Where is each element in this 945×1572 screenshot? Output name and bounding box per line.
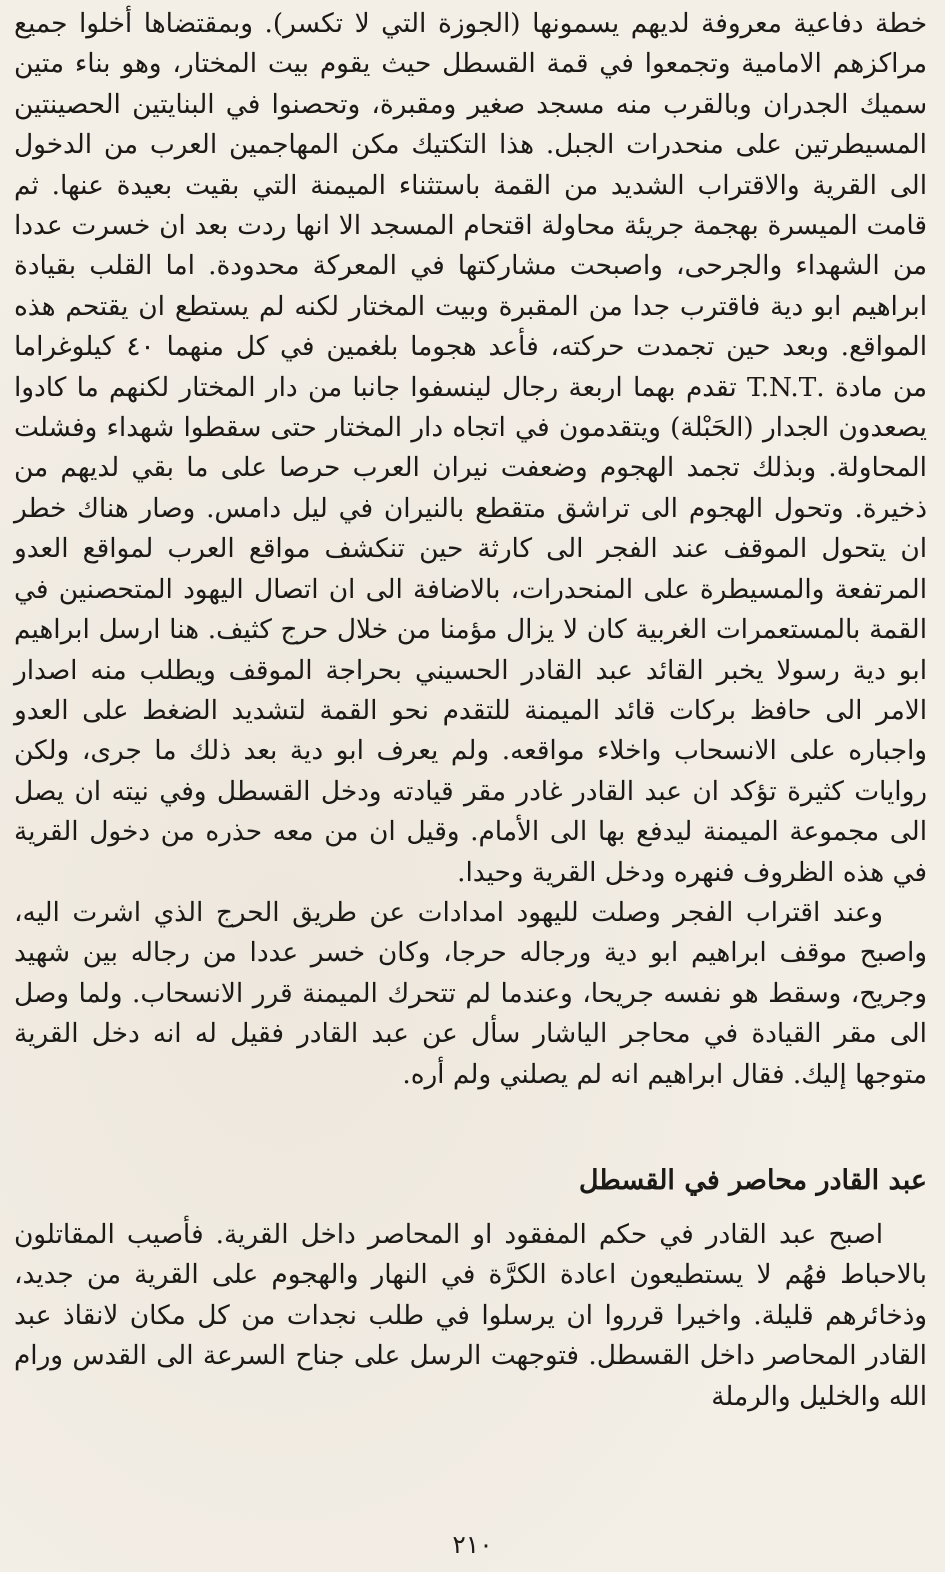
section-heading: عبد القادر محاصر في القسطل xyxy=(578,1164,927,1196)
page-number: ٢١٠ xyxy=(452,1530,493,1559)
section-text-block xyxy=(14,1215,927,1417)
paragraph-2: وعند اقتراب الفجر وصلت لليهود امدادات عن طريق الحرج الذي اشرت اليه، واصبح موقف ابراهيم ابو دية ورجاله حرجا، وكان خسر عددا من رجاله بين شهيد وجريح، وسقط هو نفسه جريحا، وعندما لم تتحرك الميمنة قرر الانسحاب. ولما وصل الى مقر القيادة في محاجر الياشار سأل عن عبد القادر فقيل له انه دخل القرية متوجها إليك. فقال ابراهيم انه لم يصلني ولم أره. xyxy=(14,897,927,1090)
paragraph-1: خطة دفاعية معروفة لديهم يسمونها (الجوزة التي لا تكسر). وبمقتضاها أخلوا جميع مراكزهم الامامية وتجمعوا في قمة القسطل حيث يقوم بيت المختار، وهو بناء متين سميك الجدران وبالقرب منه مسجد صغير ومقبرة، وتحصنوا في البنايتين الحصينتين المسيطرتين على منحدرات الجبل. هذا التكتيك مكن المهاجمين العرب من الدخول الى القرية والاقتراب الشديد من القمة باستثناء الميمنة التي بقيت بعيدة عنها. ثم قامت الميسرة بهجمة جريئة محاولة اقتحام المسجد الا انها ردت بعد ان خسرت عددا من الشهداء والجرحى، واصبحت مشاركتها في المعركة محدودة. اما القلب بقيادة ابراهيم ابو دية فاقترب جدا من المقبرة وبيت المختار لكنه لم يستطع ان يقتحم هذه المواقع. وبعد حين تجمدت حركته، فأعد هجوما بلغمين في كل منهما ٤٠ كيلوغراما من مادة .T.N.T تقدم بهما اربعة رجال لينسفوا جانبا من دار المختار لكنهم ما كادوا يصعدون الجدار (الحَبْلة) ويتقدمون في اتجاه دار المختار حتى سقطوا شهداء وفشلت المحاولة. وبذلك تجمد الهجوم وضعفت نيران العرب حرصا على ما بقي لديهم من ذخيرة. وتحول الهجوم الى تراشق متقطع بالنيران في ليل دامس. وصار هناك خطر ان يتحول الموقف عند الفجر الى كارثة حين تنكشف مواقع العرب لمواقع العدو المرتفعة والمسيطرة على المنحدرات، بالاضافة الى ان اتصال اليهود المتحصنين في القمة بالمستعمرات الغربية كان لا يزال مؤمنا من خلال حرج كثيف. هنا ارسل ابراهيم ابو دية رسولا يخبر القائد عبد القادر الحسيني بحراجة الموقف ويطلب منه اصدار الامر الى حافظ بركات قائد الميمنة للتقدم نحو القمة لتشديد الضغط على العدو واجباره على الانسحاب واخلاء مواقعه. ولم يعرف ابو دية بعد ذلك ما جرى، ولكن روايات كثيرة تؤكد ان عبد القادر غادر مقر قيادته ودخل القسطل وفي نيته ان يصل الى مجموعة الميمنة ليدفع بها الى الأمام. وقيل ان من معه حذره من دخول القرية في هذه الظروف فنهره ودخل القرية وحيدا. xyxy=(14,9,927,888)
main-text-block xyxy=(14,4,927,1095)
section-paragraph-1: اصبح عبد القادر في حكم المفقود او المحاصر داخل القرية. فأصيب المقاتلون بالاحباط فهُم لا يستطيعون اعادة الكرَّة في النهار والهجوم على القرية من جديد، وذخائرهم قليلة. واخيرا قرروا ان يرسلوا في طلب نجدات من كل مكان لانقاذ عبد القادر المحاصر داخل القسطل. فتوجهت الرسل على جناح السرعة الى القدس ورام الله والخليل والرملة xyxy=(14,1219,927,1412)
